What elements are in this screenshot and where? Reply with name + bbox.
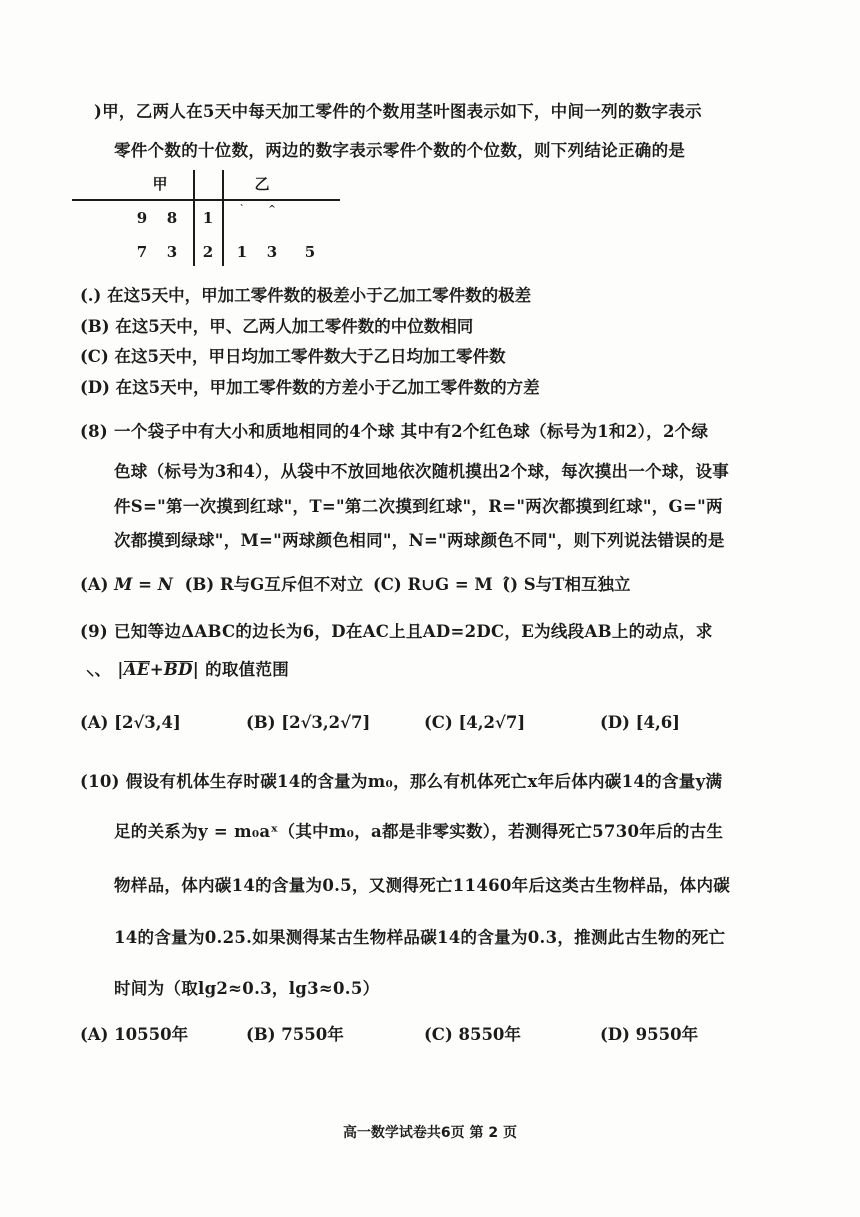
vector-bd: BD (163, 660, 193, 679)
leaf-left: 9 (136, 209, 148, 227)
q9-option-a: (A) [2√3,4] (80, 713, 181, 732)
q10-option-b: (B) 7550年 (246, 1025, 344, 1044)
q7-line-2: 零件个数的十位数，两边的数字表示零件个数的个位数，则下列结论正确的是 (114, 141, 686, 160)
leaf-right: 3 (266, 243, 278, 261)
q8-options-row (80, 571, 630, 595)
q7-option-c: (C) 在这5天中，甲日均加工零件数大于乙日均加工零件数 (80, 347, 506, 366)
q8-line-2: 色球（标号为3和4），从袋中不放回地依次随机摸出2个球，每次摸出一个球，设事 (114, 462, 730, 481)
q7-line-1: )甲，乙两人在5天中每天加工零件的个数用茎叶图表示如下，中间一列的数字表示 (94, 102, 702, 121)
q7-option-d: (D) 在这5天中，甲加工零件数的方差小于乙加工零件数的方差 (80, 378, 540, 397)
q9-line-1: (9) 已知等边ΔABC的边长为6，D在AC上且AD=2DC，E为线段AB上的动点，求 (80, 622, 713, 641)
q10-line-2: 足的关系为y = m₀aˣ（其中m₀，a都是非零实数），若测得死亡5730年后的古生 (114, 822, 724, 841)
q10-option-c: (C) 8550年 (424, 1025, 521, 1044)
q7-option-b: (B) 在这5天中，甲、乙两人加工零件数的中位数相同 (80, 317, 474, 336)
q8-option-b: (B) R与G互斥但不对立 (184, 575, 364, 594)
q10-option-a: (A) 10550年 (80, 1025, 189, 1044)
stem-leaf-right-header: 乙 (254, 175, 270, 193)
page-footer: 高一数学试卷共6页 第 2 页 (342, 1125, 518, 1141)
leaf-left: 7 (136, 243, 148, 261)
leaf-left: 8 (166, 209, 178, 227)
q10-line-5: 时间为（取lg2≈0.3，lg3≈0.5） (114, 979, 380, 998)
q9-option-c: (C) [4,2√7] (424, 713, 526, 732)
q9-option-d: (D) [4,6] (600, 713, 680, 732)
plus-sign: + (149, 660, 164, 679)
stem-value: 2 (202, 243, 214, 261)
vector-ae: AE (123, 660, 150, 679)
q8-line-4: 次都摸到绿球"，M="两球颜色相同"，N="两球颜色不同"，则下列说法错误的是 (114, 531, 725, 550)
q7-option-a: (.) 在这5天中，甲加工零件数的极差小于乙加工零件数的极差 (80, 286, 532, 305)
q10-option-d: (D) 9550年 (600, 1025, 699, 1044)
q8-option-d: (̂) S与T相互独立 (502, 575, 631, 594)
q8-option-a: M = N (114, 575, 173, 594)
q10-line-1: (10) 假设有机体生存时碳14的含量为m₀，那么有机体死亡x年后体内碳14的含量y满 (80, 772, 723, 791)
leaf-right: 5 (304, 243, 316, 261)
q10-line-4: 14的含量为0.25.如果测得某古生物样品碳14的含量为0.3，推测此古生物的死亡 (114, 928, 726, 947)
leaf-right-smudge: ^ (268, 205, 276, 215)
abs-bar-left: | (117, 660, 124, 679)
q8-line-3: 件S="第一次摸到红球"，T="第二次摸到红球"，R="两次都摸到红球"，G="两 (114, 497, 723, 516)
stem-leaf-header-rule (72, 199, 340, 201)
q10-line-3: 物样品，体内碳14的含量为0.5，又测得死亡11460年后这类古生物样品，体内碳 (114, 876, 731, 895)
q9-line-2-prefix: ⸜、 (86, 660, 112, 679)
q9-line-2 (86, 656, 289, 680)
q8-option-c: (C) R∪G = M (372, 575, 493, 594)
q9-option-b: (B) [2√3,2√7] (246, 713, 371, 732)
stem-leaf-divider-right (222, 170, 224, 266)
q9-line-2-suffix: 的取值范围 (205, 660, 290, 679)
stem-leaf-divider-left (193, 170, 195, 266)
q8-option-a-label: (A) (80, 575, 115, 594)
q8-line-1: (8) 一个袋子中有大小和质地相同的4个球 其中有2个红色球（标号为1和2），2个绿 (80, 422, 709, 441)
abs-bar-right: | (192, 660, 200, 679)
leaf-right-smudge: ` (239, 205, 245, 215)
leaf-right: 1 (236, 243, 248, 261)
stem-leaf-left-header: 甲 (152, 175, 168, 193)
stem-value: 1 (202, 209, 214, 227)
leaf-left: 3 (166, 243, 178, 261)
